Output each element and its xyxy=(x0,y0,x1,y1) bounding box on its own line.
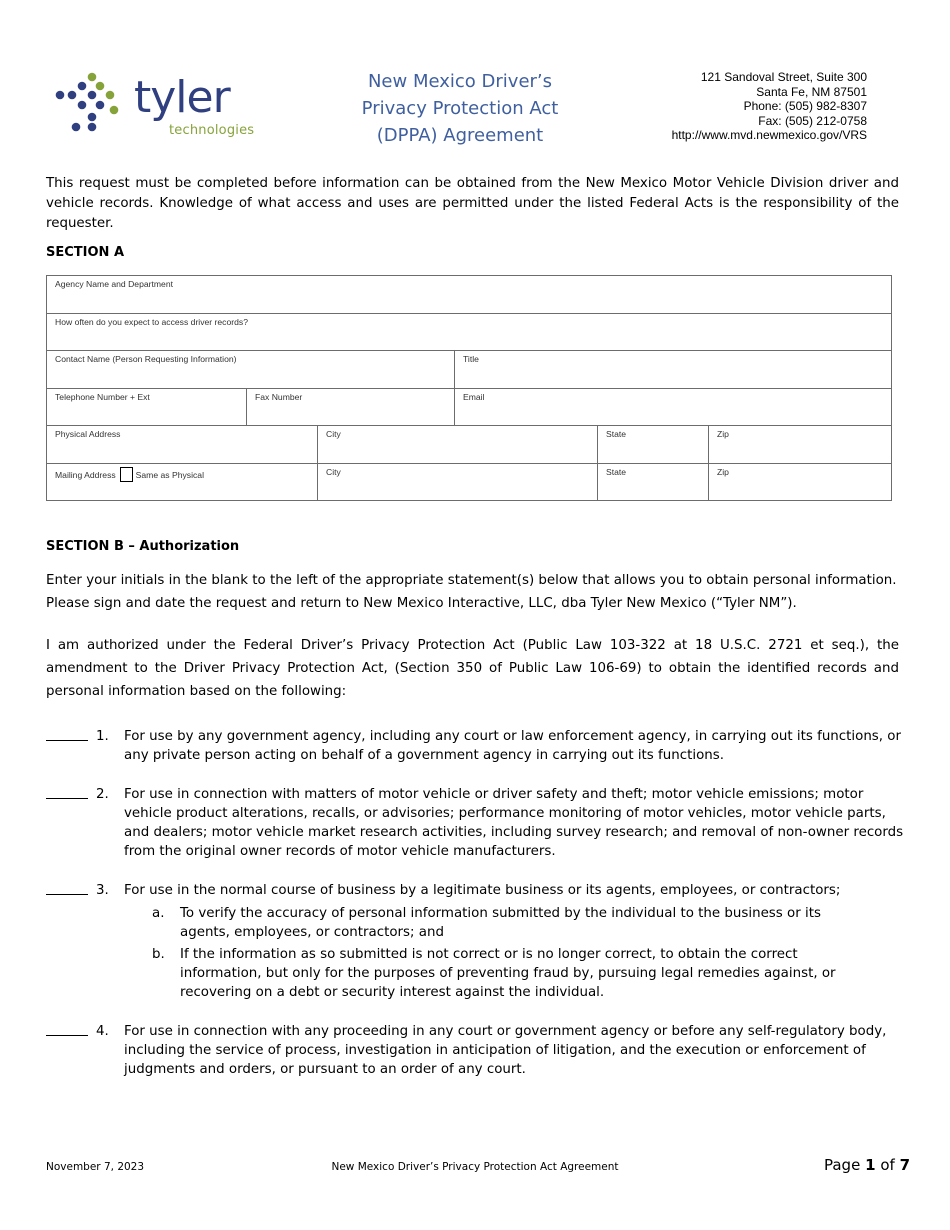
form-row-contact xyxy=(47,351,891,389)
mailing-zip-field[interactable]: Zip xyxy=(708,464,892,502)
initials-blank-4[interactable] xyxy=(46,1035,88,1036)
title-field[interactable]: Title xyxy=(454,351,892,388)
mailing-city-field[interactable]: City xyxy=(317,464,598,502)
contact-name-field[interactable]: Contact Name (Person Requesting Information) xyxy=(55,354,237,364)
form-row-physical-address xyxy=(47,426,891,464)
physical-zip-field[interactable]: Zip xyxy=(708,426,892,463)
authorization-paragraph: I am authorized under the Federal Driver’s Privacy Protection Act (Public Law 103-322 at 18 U.S.C. 2721 et seq.), the amendment to the Driver Privacy Protection Act, (Section 350 of Public Law 106-69) to obtain the identified records and personal information based on the following: xyxy=(46,638,899,699)
physical-address-field[interactable]: Physical Address xyxy=(55,429,121,439)
section-b-instructions: Enter your initials in the blank to the left of the appropriate statement(s) below that allows you to obtain personal information. Please sign and date the request and return to New Mexico Interactive, LLC, dba Tyler New Mexico (“Tyler NM”). xyxy=(46,573,897,611)
logo-wordmark: tyler xyxy=(134,72,230,123)
footer-date: November 7, 2023 xyxy=(46,1161,145,1173)
physical-city-field[interactable]: City xyxy=(317,426,598,463)
section-a-heading: SECTION A xyxy=(46,245,125,260)
authorization-subitem-3a: a. To verify the accuracy of personal information submitted by the individual to the business or its agents, employees, or contractors; and xyxy=(152,906,821,940)
logo-dots-icon xyxy=(52,72,132,144)
document-title: New Mexico Driver’s Privacy Protection Act (DPPA) Agreement xyxy=(361,71,559,146)
mailing-state-field[interactable]: State xyxy=(597,464,709,502)
section-b-heading: SECTION B – Authorization xyxy=(46,539,240,554)
authorization-item-2: 2. For use in connection with matters of motor vehicle or driver safety and theft; motor vehicle emissions; motor vehicle product alterations, recalls, or advisories; performance monitoring of motor vehicles, motor vehicle parts, and dealers; motor vehicle market research activities, including survey research; and removal of non-owner records from the original owner records of motor vehicle manufacturers. xyxy=(46,785,911,863)
tyler-logo xyxy=(52,72,262,144)
website-link[interactable]: http://www.mvd.newmexico.gov/VRS xyxy=(671,128,867,142)
access-frequency-field[interactable]: How often do you expect to access driver records? xyxy=(55,316,248,327)
authorization-item-1: 1. For use by any government agency, including any court or law enforcement agency, in carrying out its functions, or any private person acting on behalf of a government agency in carrying out its functions. xyxy=(46,727,911,767)
form-row-phone xyxy=(47,389,891,427)
fax-field[interactable]: Fax Number xyxy=(246,389,455,426)
page-number: Page 1 of 7 xyxy=(823,1156,910,1174)
same-as-physical-checkbox[interactable] xyxy=(120,467,133,482)
initials-blank-2[interactable] xyxy=(46,798,88,799)
agency-field[interactable]: Agency Name and Department xyxy=(55,279,173,289)
authorization-item-3: 3. For use in the normal course of business by a legitimate business or its agents, employees, or contractors; xyxy=(46,881,911,1001)
section-a-form xyxy=(46,275,892,501)
email-field[interactable]: Email xyxy=(454,389,892,426)
form-row-agency xyxy=(47,276,891,314)
intro-paragraph: This request must be completed before information can be obtained from the New Mexico Motor Vehicle Division driver and vehicle records. Knowledge of what access and uses are permitted under the listed Federal Acts is the responsibility of the requester. xyxy=(46,176,899,231)
footer-title: New Mexico Driver’s Privacy Protection Act Agreement xyxy=(331,1161,619,1173)
initials-blank-3[interactable] xyxy=(46,894,88,895)
logo-subtitle: technologies xyxy=(169,123,255,138)
contact-address-block: 121 Sandoval Street, Suite 300 Santa Fe, NM 87501 Phone: (505) 982-8307 Fax: (505) 212-0758 http://www.mvd.newmexico.gov/VRS xyxy=(560,70,867,143)
authorization-item-4: 4. For use in connection with any proceeding in any court or government agency or before any self-regulatory body, including the service of process, investigation in anticipation of litigation, and the execution or enforcement of judgments and orders, or pursuant to an order of any court. xyxy=(46,1022,911,1082)
physical-state-field[interactable]: State xyxy=(597,426,709,463)
form-row-mailing-address xyxy=(47,464,891,502)
telephone-field[interactable]: Telephone Number + Ext xyxy=(55,391,150,402)
authorization-subitem-3b: b. If the information as so submitted is not correct or is no longer correct, to obtain the correct information, but only for the purposes of preventing fraud by, pursuing legal remedies against, or recovering on a debt or security interest against the individual. xyxy=(152,947,836,1000)
mailing-address-field[interactable]: Mailing Address Same as Physical xyxy=(47,464,318,502)
initials-blank-1[interactable] xyxy=(46,740,88,741)
form-row-frequency xyxy=(47,314,891,352)
